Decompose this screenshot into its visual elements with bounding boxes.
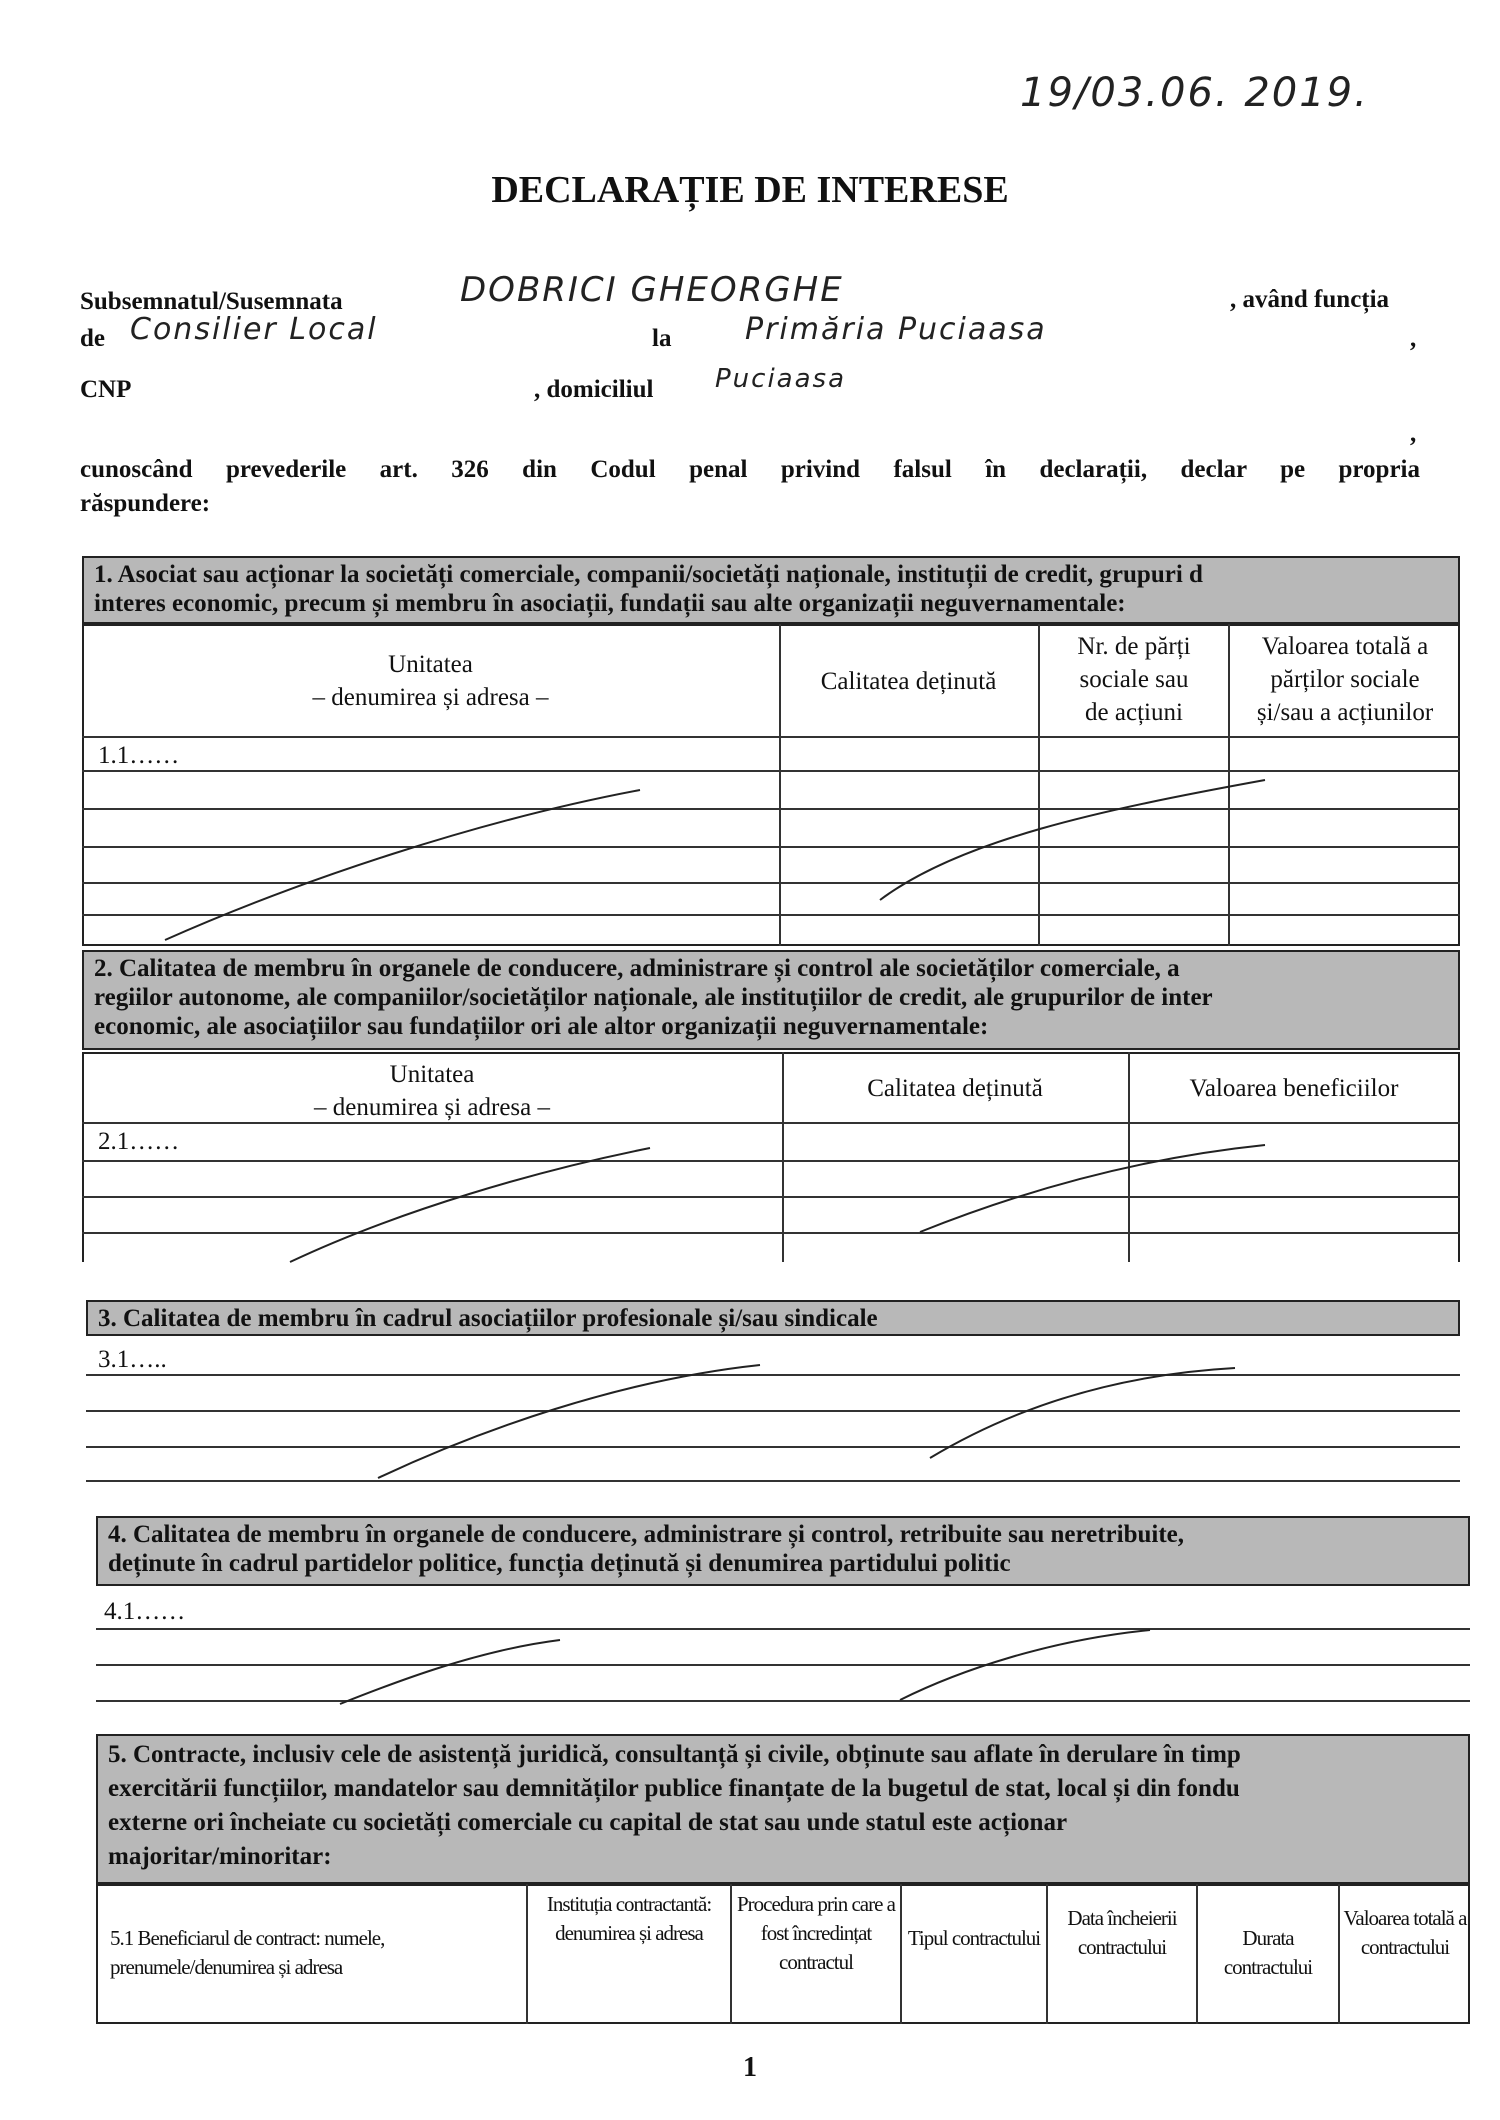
section2-title-line2: regiilor autonome, ale companiilor/societăților naționale, ale instituțiilor de credit, ale grupurilor de inter [94, 984, 1213, 1011]
strike-s3-b [930, 1368, 1235, 1458]
section5-title-line3: externe ori încheiate cu societăți comerciale cu capital de stat sau unde statul este acționar [108, 1809, 1068, 1836]
s5-col-beneficiar: 5.1 Beneficiarul de contract: numele, prenumele/denumirea și adresa [110, 1926, 385, 1979]
section4-title-line2: deținute în cadrul partidelor politice, funcția deținută și denumirea partidului politic [108, 1550, 1011, 1577]
la-label: la [652, 325, 672, 352]
strike-s1-a [165, 790, 640, 940]
section1-title-line1: 1. Asociat sau acționar la societăți comerciale, companii/societăți naționale, instituții de credit, grupuri d [94, 561, 1203, 588]
strike-s4-a [340, 1640, 560, 1704]
domiciliul-field[interactable]: Puciaasa [715, 364, 847, 394]
s5-col-valoarea: Valoarea totală a contractului [1343, 1906, 1467, 1959]
cnp-label: CNP [80, 376, 132, 403]
s1-col-val-line3: și/sau a acțiunilor [1256, 699, 1434, 726]
s1-col-unitatea-line2: – denumirea și adresa – [312, 684, 549, 711]
s2-col-unitatea-line1: Unitatea [389, 1061, 475, 1088]
section2-title-line3: economic, ale asociațiilor sau fundațiilor ori ale altor organizații neguvernamentale: [94, 1013, 989, 1040]
institutia-field[interactable]: Primăria Puciaasa [745, 312, 1047, 347]
handwritten-date: 19/03.06. 2019. [1020, 70, 1369, 116]
s5-col-tipul: Tipul contractului [907, 1926, 1041, 1950]
section5-title-line2: exercitării funcțiilor, mandatelor sau demnităților publice finanțate de la bugetul de stat, local și din fondu [108, 1775, 1240, 1802]
strike-s4-b [900, 1630, 1150, 1700]
raspundere-text: răspundere: [80, 490, 211, 517]
s1-col-val-line1: Valoarea totală a [1261, 633, 1429, 660]
s1-col-unitatea-line1: Unitatea [388, 651, 473, 678]
s1-col-val-line2: părților sociale [1270, 666, 1420, 693]
document-title: DECLARAȚIE DE INTERESE [491, 169, 1009, 211]
s1-col-nr-line1: Nr. de părți [1077, 633, 1191, 660]
de-label: de [80, 325, 105, 352]
section5-title-line4: majoritar/minoritar: [108, 1843, 332, 1870]
functia-field[interactable]: Consilier Local [130, 312, 378, 347]
comma-1: , [1410, 325, 1417, 352]
strike-s2-b [920, 1145, 1265, 1232]
section4-title-line1: 4. Calitatea de membru în organele de conducere, administrare și control, retribuite sau neretribuite, [108, 1521, 1185, 1548]
comma-2: , [1410, 420, 1417, 447]
section3-title: 3. Calitatea de membru în cadrul asociațiilor profesionale și/sau sindicale [86, 1300, 1460, 1336]
s1-col-calitatea: Calitatea deținută [820, 668, 997, 695]
s1-col-nr-line3: de acțiuni [1085, 699, 1183, 726]
page-number: 1 [743, 2052, 757, 2083]
s3-row-1: 3.1….. [98, 1346, 167, 1373]
s2-col-valoarea: Valoarea beneficiilor [1189, 1075, 1399, 1102]
domiciliul-label: , domiciliul [534, 376, 654, 403]
s2-col-unitatea-line2: – denumirea și adresa – [313, 1094, 551, 1121]
s1-col-nr-line2: sociale sau [1079, 666, 1189, 693]
s5-col-procedura: Procedura prin care a fost încredințat contractul [737, 1892, 895, 1974]
subsemnatul-label: Subsemnatul/Susemnata [80, 288, 343, 315]
s5-col-institutia: Instituția contractantă: denumirea și adresa [546, 1892, 712, 1945]
s2-col-calitatea: Calitatea deținută [867, 1075, 1043, 1102]
s5-col-durata: Durata contractului [1223, 1926, 1313, 1979]
s1-row-1: 1.1…… [98, 742, 180, 769]
strike-s2-a [290, 1148, 650, 1262]
s5-col-data: Data încheierii contractului [1067, 1906, 1177, 1959]
strike-s1-b [880, 780, 1265, 900]
section2-title-line1: 2. Calitatea de membru în organele de conducere, administrare și control ale societăților comerciale, a [94, 955, 1180, 982]
section5-title-line1: 5. Contracte, inclusiv cele de asistență juridică, consultanță și civile, obținute sau aflate în derulare în timp [108, 1741, 1241, 1768]
strike-s3-a [378, 1365, 760, 1478]
cunoscand-text: cunoscând prevederile art. 326 din Codul penal privind falsul în declarații, declar pe propria [80, 456, 1420, 483]
avand-functia-label: , având funcția [1230, 286, 1390, 313]
s2-row-1: 2.1…… [98, 1128, 180, 1155]
section1-title-line2: interes economic, precum și membru în asociații, fundații sau alte organizații neguvernamentale: [94, 590, 1126, 617]
s4-row-1: 4.1…… [104, 1598, 186, 1625]
name-field[interactable]: DOBRICI GHEORGHE [460, 270, 844, 310]
